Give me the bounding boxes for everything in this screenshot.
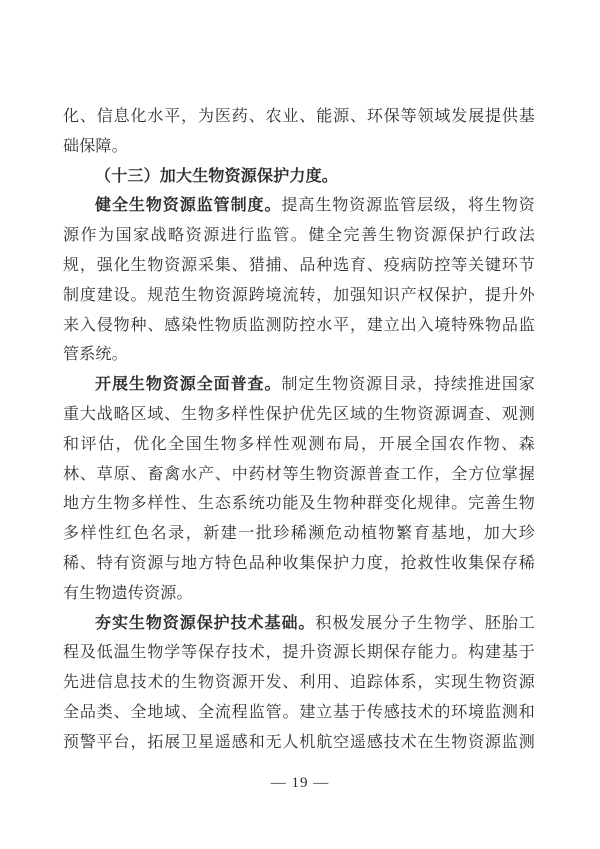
text-line xyxy=(63,579,535,609)
line-text: 和评估，优化全国生物多样性观测布局，开展全国农作物、森 xyxy=(63,435,535,453)
document-body xyxy=(63,102,535,758)
text-line xyxy=(63,460,535,490)
text-line xyxy=(63,221,535,251)
line-text: 林、草原、畜禽水产、中药材等生物资源普查工作，全方位掌握 xyxy=(63,465,535,483)
text-line xyxy=(63,162,535,192)
text-line xyxy=(63,609,535,639)
text-line xyxy=(63,430,535,460)
text-line xyxy=(63,102,535,132)
line-text: 来入侵物种、感染性物质监测防控水平，建立出入境特殊物品监 xyxy=(63,316,535,334)
text-line xyxy=(63,251,535,281)
line-text: 多样性红色名录，新建一批珍稀濒危动植物繁育基地，加大珍 xyxy=(63,525,535,543)
text-line xyxy=(63,489,535,519)
line-text: 稀、特有资源与地方特色品种收集保护力度，抢救性收集保存稀 xyxy=(63,554,535,572)
text-line xyxy=(63,728,535,758)
line-text: 积极发展分子生物学、胚胎工 xyxy=(315,614,535,632)
text-line xyxy=(63,519,535,549)
text-line xyxy=(63,549,535,579)
line-text: 化、信息化水平，为医药、农业、能源、环保等领域发展提供基 xyxy=(63,108,535,125)
line-text: 规，强化生物资源采集、猎捕、品种选育、疫病防控等关键环节 xyxy=(63,256,535,274)
line-text: 先进信息技术的生物资源开发、利用、追踪体系，实现生物资源 xyxy=(63,674,535,692)
line-text: 有生物遗传资源。 xyxy=(63,584,193,602)
line-text: 源作为国家战略资源进行监管。健全完善生物资源保护行政法 xyxy=(63,227,535,245)
line-text: 地方生物多样性、生态系统功能及生物种群变化规律。完善生物 xyxy=(63,495,535,513)
line-bold-lead: 夯实生物资源保护技术基础。 xyxy=(95,614,316,632)
text-line xyxy=(63,698,535,728)
line-text: 础保障。 xyxy=(63,137,128,155)
text-line xyxy=(63,311,535,341)
text-line xyxy=(63,191,535,221)
line-text: 管系统。 xyxy=(63,346,128,364)
line-text: 提高生物资源监管层级，将生物资 xyxy=(281,197,535,215)
text-line xyxy=(63,400,535,430)
text-line xyxy=(63,132,535,162)
line-text: 预警平台，拓展卫星遥感和无人机航空遥感技术在生物资源监测 xyxy=(63,733,535,751)
text-line xyxy=(63,638,535,668)
text-line xyxy=(63,340,535,370)
line-text: 重大战略区域、生物多样性保护优先区域的生物资源调查、观测 xyxy=(63,405,535,423)
line-text: 制度建设。规范生物资源跨境流转，加强知识产权保护，提升外 xyxy=(63,286,535,304)
line-text: （十三）加大生物资源保护力度。 xyxy=(95,167,339,185)
line-bold-lead: 开展生物资源全面普查。 xyxy=(95,376,282,394)
page-number: — 19 — xyxy=(270,775,330,791)
line-text: 制定生物资源目录，持续推进国家 xyxy=(281,376,535,394)
line-text: 程及低温生物学等保存技术，提升资源长期保存能力。构建基于 xyxy=(63,644,535,662)
line-text: 全品类、全地域、全流程监管。建立基于传感技术的环境监测和 xyxy=(63,703,535,721)
text-line xyxy=(63,370,535,400)
line-bold-lead: 健全生物资源监管制度。 xyxy=(95,197,282,215)
text-line xyxy=(63,281,535,311)
text-line xyxy=(63,668,535,698)
